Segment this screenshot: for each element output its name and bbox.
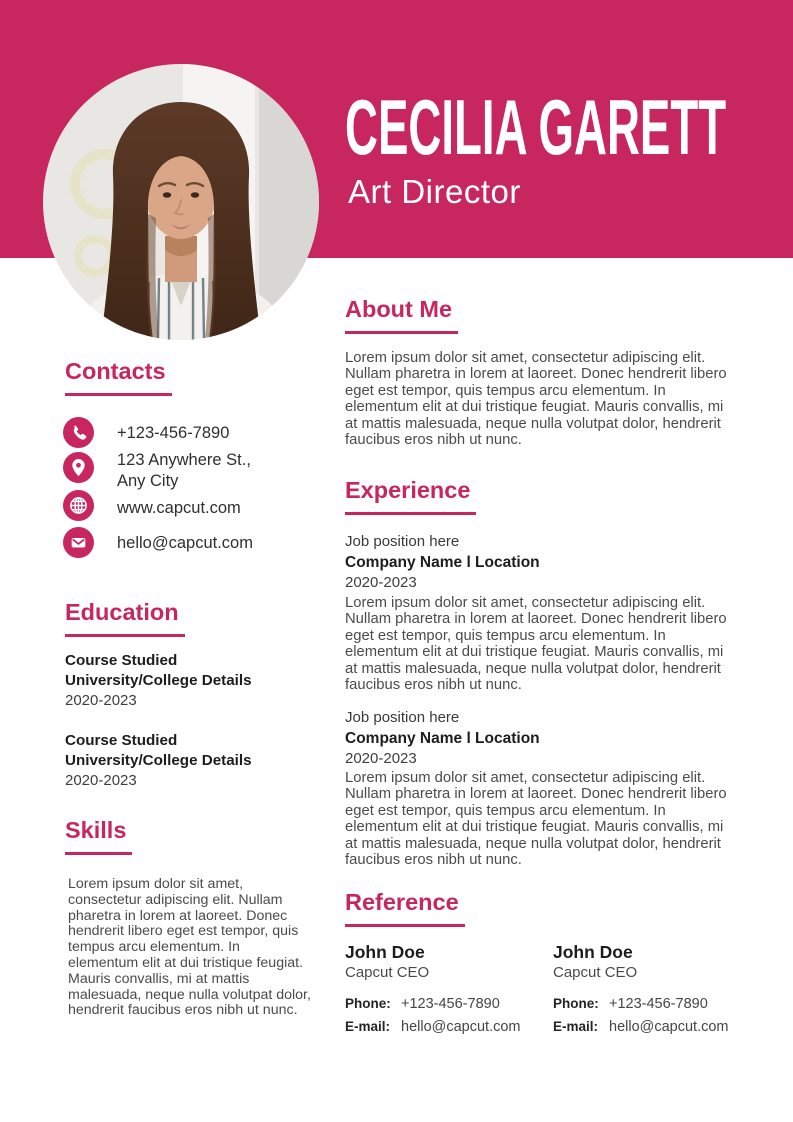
- education-course: Course Studied: [65, 732, 178, 749]
- phone-label: Phone:: [553, 996, 599, 1011]
- job-body-text: Lorem ipsum dolor sit amet, consectetur adipiscing elit. Nullam pharetra in lorem at laoreet. Donec hendrerit libero eget est tempor, quis tempus arcu elementum. In elementum elit at dui tristique feugiat. Mauris convallis, mi at mattis malesuada, neque nulla volutpat dolor, hendrerit faucibus eros nibh ut nunc.: [345, 595, 727, 694]
- job-position: Job position here: [345, 533, 460, 550]
- education-years: 2020-2023: [65, 692, 137, 709]
- reference-name: John Doe: [345, 942, 425, 962]
- reference-phone: +123-456-7890: [401, 996, 500, 1012]
- job-position: Job position here: [345, 709, 460, 726]
- reference-title: Capcut CEO: [345, 964, 430, 981]
- reference-phone-row: [553, 996, 753, 1012]
- education-course: Course Studied: [65, 652, 178, 669]
- education-entry: [65, 731, 325, 791]
- education-entry: [65, 651, 325, 711]
- person-role: Art Director: [348, 173, 521, 210]
- job-company: Company Name l Location: [345, 554, 540, 571]
- experience-section-title: Experience: [345, 477, 476, 515]
- education-school: University/College Details: [65, 672, 252, 689]
- person-name: CECILIA GARETT: [345, 83, 727, 171]
- skills-section-title: Skills: [65, 817, 132, 855]
- education-years: 2020-2023: [65, 772, 137, 789]
- reference-entry: [553, 941, 753, 1035]
- envelope-icon: [63, 527, 94, 558]
- contact-address-line2: Any City: [117, 472, 179, 490]
- contact-website: www.capcut.com: [117, 499, 241, 517]
- email-label: E-mail:: [553, 1019, 599, 1034]
- phone-label: Phone:: [345, 996, 391, 1011]
- reference-entry: [345, 941, 545, 1035]
- reference-phone-row: [345, 996, 545, 1012]
- reference-section-title: Reference: [345, 889, 465, 927]
- location-pin-icon: [63, 452, 94, 483]
- about-section-title: About Me: [345, 296, 458, 334]
- reference-email: hello@capcut.com: [401, 1019, 521, 1035]
- reference-phone: +123-456-7890: [609, 996, 708, 1012]
- education-school: University/College Details: [65, 752, 252, 769]
- contact-phone: +123-456-7890: [117, 424, 230, 442]
- reference-title: Capcut CEO: [553, 964, 638, 981]
- about-body-text: Lorem ipsum dolor sit amet, consectetur adipiscing elit. Nullam pharetra in lorem at laoreet. Donec hendrerit libero eget est tempor, quis tempus arcu elementum. In elementum elit at dui tristique feugiat. Mauris convallis, mi at mattis malesuada, neque nulla volutpat dolor, hendrerit faucibus eros nibh ut nunc.: [345, 350, 727, 449]
- skills-body-text: Lorem ipsum dolor sit amet, consectetur adipiscing elit. Nullam pharetra in lorem at laoreet. Donec hendrerit libero eget est tempor, quis tempus arcu elementum. In elementum elit at dui tristique feugiat. Mauris convallis, mi at mattis malesuada, neque nulla volutpat dolor, hendrerit faucibus eros nibh ut nunc.: [68, 876, 311, 1019]
- reference-email-row: [345, 1019, 545, 1035]
- reference-email: hello@capcut.com: [609, 1019, 729, 1035]
- phone-icon: [63, 417, 94, 448]
- portrait-illustration: [43, 64, 319, 340]
- globe-icon: [63, 490, 94, 521]
- contact-email: hello@capcut.com: [117, 534, 253, 552]
- email-label: E-mail:: [345, 1019, 391, 1034]
- job-years: 2020-2023: [345, 750, 417, 767]
- profile-photo: [43, 64, 319, 340]
- contacts-section-title: Contacts: [65, 358, 172, 396]
- reference-email-row: [553, 1019, 753, 1035]
- job-company: Company Name l Location: [345, 730, 540, 747]
- contact-address-line1: 123 Anywhere St.,: [117, 451, 251, 469]
- reference-name: John Doe: [553, 942, 633, 962]
- job-body-text: Lorem ipsum dolor sit amet, consectetur adipiscing elit. Nullam pharetra in lorem at laoreet. Donec hendrerit libero eget est tempor, quis tempus arcu elementum. In elementum elit at dui tristique feugiat. Mauris convallis, mi at mattis malesuada, neque nulla volutpat dolor, hendrerit faucibus eros nibh ut nunc.: [345, 770, 727, 869]
- education-section-title: Education: [65, 599, 185, 637]
- job-years: 2020-2023: [345, 574, 417, 591]
